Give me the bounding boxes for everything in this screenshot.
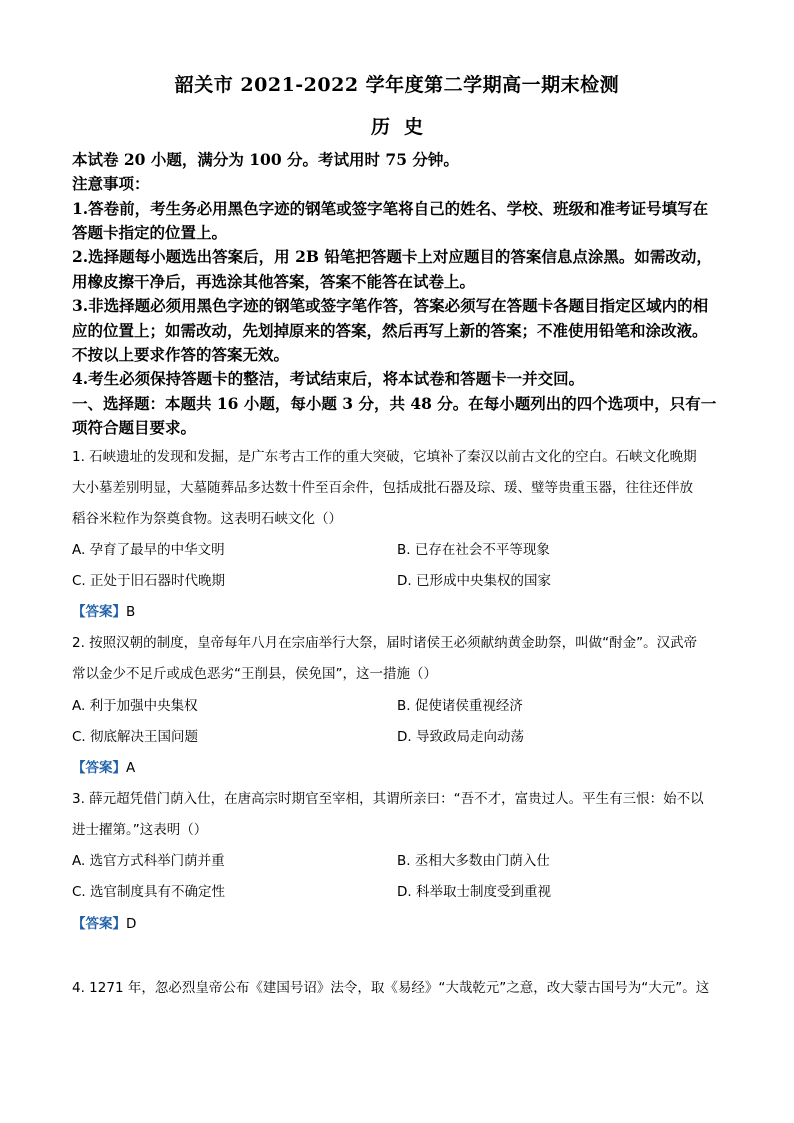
subject-title: 历史 [370,116,437,138]
q3-option-a: A. 选官方式科举门荫并重 [72,853,225,869]
q2-option-a: A. 利于加强中央集权 [72,698,198,714]
notice-heading: 注意事项： [72,174,150,193]
answer-label: 【答案】 [72,604,126,620]
answer-label: 【答案】 [72,760,126,776]
answer-label: 【答案】 [72,916,126,932]
q4-stem-line-1: 4. 1271 年，忽必烈皇帝公布《建国号诏》法令，取《易经》“大哉乾元”之意，改大蒙古国号为“大元”。这 [72,980,710,996]
section-heading-line-2: 项符合题目要求。 [72,418,197,437]
q1-stem-line-3: 稻谷米粒作为祭奠食物。这表明石峡文化（） [72,511,342,527]
notice-1-line-1: 1.答卷前，考生务必用黑色字迹的钢笔或签字笔将自己的姓名、学校、班级和准考证号填写在 [72,199,709,218]
answer-value: B [126,604,136,620]
notice-2-line-1: 2.选择题每小题选出答案后，用 2B 铅笔把答题卡上对应题目的答案信息点涂黑。如需改动， [72,247,712,266]
q3-option-c: C. 选官制度具有不确定性 [72,884,226,900]
notice-3-line-2: 应的位置上；如需改动，先划掉原来的答案，然后再写上新的答案；不准使用铅笔和涂改液。 [72,321,708,340]
exam-info: 本试卷 20 小题，满分为 100 分。考试用时 75 分钟。 [72,150,459,169]
q1-option-b: B. 已存在社会不平等现象 [397,542,550,558]
q3-stem-line-2: 进士擢第。”这表明（） [72,822,208,838]
q2-answer [72,758,135,778]
answer-value: A [126,760,136,776]
notice-1-line-2: 答题卡指定的位置上。 [72,223,228,242]
q1-stem-line-1: 1. 石峡遗址的发现和发掘，是广东考古工作的重大突破，它填补了秦汉以前古文化的空白。石峡文化晚期 [72,449,697,465]
q2-option-d: D. 导致政局走向动荡 [397,729,524,745]
notice-2-line-2: 用橡皮擦干净后，再选涂其他答案，答案不能答在试卷上。 [72,272,476,291]
notice-3-line-1: 3.非选择题必须用黑色字迹的钢笔或签字笔作答，答案必须写在答题卡各题目指定区域内的相 [72,296,709,315]
q3-option-b: B. 丞相大多数由门荫入仕 [397,853,550,869]
q1-option-a: A. 孕育了最早的中华文明 [72,542,225,558]
q1-stem-line-2: 大小墓差别明显，大墓随葬品多达数十件至百余件，包括成批石器及琮、瑗、璧等贵重玉器，往往还伴放 [72,480,693,496]
notice-4: 4.考生必须保持答题卡的整洁，考试结束后，将本试卷和答题卡一并交回。 [72,369,585,388]
section-heading-line-1: 一、选择题：本题共 16 小题，每小题 3 分，共 48 分。在每小题列出的四个选项中，只有一 [72,394,717,413]
q2-option-b: B. 促使诸侯重视经济 [397,698,523,714]
notice-3-line-3: 不按以上要求作答的答案无效。 [72,345,290,364]
q2-stem-line-1: 2. 按照汉朝的制度，皇帝每年八月在宗庙举行大祭，届时诸侯王必须献纳黄金助祭，叫做“酎金”。汉武帝 [72,635,698,651]
q1-option-d: D. 已形成中央集权的国家 [397,573,551,589]
page-title: 韶关市 2021-2022 学年度第二学期高一期末检测 [174,74,620,96]
q3-stem-line-1: 3. 薛元超凭借门荫入仕，在唐高宗时期官至宰相，其谓所亲曰：“吾不才，富贵过人。平生有三恨：始不以 [72,791,704,807]
q1-answer [72,602,135,622]
q2-option-c: C. 彻底解决王国问题 [72,729,199,745]
q3-option-d: D. 科举取士制度受到重视 [397,884,551,900]
q3-answer [72,914,136,934]
q2-stem-line-2: 常以金少不足斤或成色恶劣“王削县，侯免国”，这一措施（） [72,666,437,682]
answer-value: D [126,916,137,932]
q1-option-c: C. 正处于旧石器时代晚期 [72,573,226,589]
